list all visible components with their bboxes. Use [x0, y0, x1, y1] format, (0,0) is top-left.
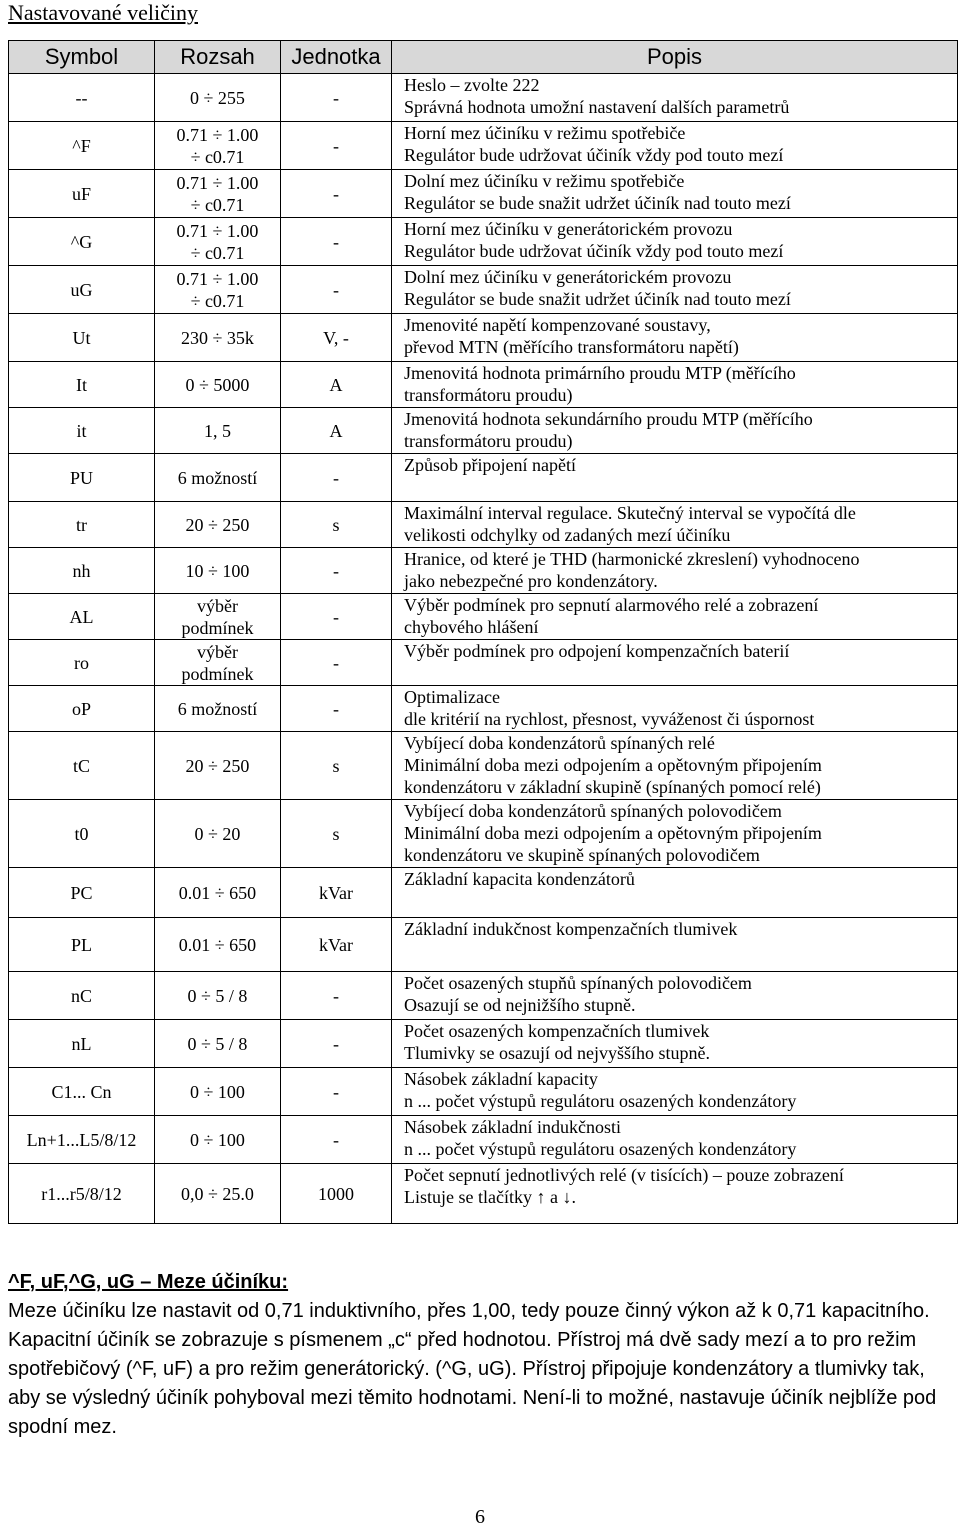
cell-description [392, 122, 958, 170]
cell-unit: - [281, 170, 392, 218]
description-line: Listuje se tlačítky ↑ a ↓. [404, 1187, 576, 1207]
range-line: 0.01 ÷ 650 [178, 882, 257, 903]
description-line: Způsob připojení napětí [404, 455, 576, 475]
range-line: 0 ÷ 100 [190, 1129, 245, 1150]
header-range: Rozsah [155, 41, 281, 74]
range-line: výběr [197, 641, 238, 662]
cell-range [155, 314, 281, 362]
range-line: podmínek [181, 663, 254, 684]
cell-range [155, 1020, 281, 1068]
range-line: 20 ÷ 250 [185, 755, 250, 776]
description-line: n ... počet výstupů regulátoru osazených kondenzátory [404, 1139, 797, 1159]
cell-description [392, 800, 958, 868]
cell-description [392, 594, 958, 640]
table-row [9, 594, 958, 640]
cell-range [155, 868, 281, 918]
section-heading: Nastavované veličiny [8, 0, 198, 25]
description-line: Násobek základní kapacity [404, 1069, 598, 1089]
table-row [9, 640, 958, 686]
cell-unit: - [281, 594, 392, 640]
range-line: 0.01 ÷ 650 [178, 934, 257, 955]
cell-symbol: tr [9, 502, 155, 548]
range-line: 0.71 ÷ 1.00 [176, 172, 259, 193]
cell-unit: - [281, 122, 392, 170]
cell-unit: kVar [281, 868, 392, 918]
cell-symbol: Ut [9, 314, 155, 362]
description-line: Jmenovitá hodnota sekundárního proudu MTP (měřícího [404, 409, 813, 429]
header-description: Popis [392, 41, 958, 74]
range-line: ÷ c0.71 [190, 242, 245, 263]
description-line: Minimální doba mezi odpojením a opětovným připojením [404, 755, 822, 775]
range-line: 0 ÷ 20 [194, 823, 241, 844]
note-title: ^F, uF,^G, uG – Meze účiníku: [8, 1271, 289, 1293]
range-line: 0 ÷ 100 [190, 1081, 245, 1102]
power-factor-limits-note [8, 1268, 948, 1442]
cell-symbol: uF [9, 170, 155, 218]
range-line: 0 ÷ 5000 [185, 374, 250, 395]
cell-symbol: ^F [9, 122, 155, 170]
cell-description [392, 640, 958, 686]
cell-range [155, 972, 281, 1020]
cell-unit: - [281, 454, 392, 502]
cell-unit: s [281, 502, 392, 548]
cell-symbol: C1... Cn [9, 1068, 155, 1116]
cell-range [155, 548, 281, 594]
cell-description [392, 266, 958, 314]
table-row [9, 454, 958, 502]
cell-description [392, 314, 958, 362]
description-line: kondenzátoru v základní skupině (spínaných pomocí relé) [404, 777, 821, 797]
range-line: 0.71 ÷ 1.00 [176, 124, 259, 145]
description-line: Regulátor se bude snažit udržet účiník nad touto mezí [404, 193, 791, 213]
description-line: Dolní mez účiníku v režimu spotřebiče [404, 171, 685, 191]
table-row [9, 918, 958, 972]
cell-unit: - [281, 1116, 392, 1164]
description-line: Násobek základní indukčnosti [404, 1117, 621, 1137]
cell-range [155, 1068, 281, 1116]
cell-range [155, 594, 281, 640]
description-line: transformátoru proudu) [404, 431, 573, 451]
description-line: Regulátor se bude snažit udržet účiník nad touto mezí [404, 289, 791, 309]
cell-description [392, 408, 958, 454]
cell-range [155, 122, 281, 170]
cell-description [392, 454, 958, 502]
description-line: kondenzátoru ve skupině spínaných polovodičem [404, 845, 760, 865]
table-row [9, 686, 958, 732]
table-header-row [9, 41, 958, 74]
range-line: 0.71 ÷ 1.00 [176, 268, 259, 289]
cell-description [392, 686, 958, 732]
description-line: Počet osazených kompenzačních tlumivek [404, 1021, 710, 1041]
description-line: převod MTN (měřícího transformátoru napětí) [404, 337, 739, 357]
cell-range [155, 918, 281, 972]
range-line: 20 ÷ 250 [185, 514, 250, 535]
cell-unit: - [281, 218, 392, 266]
cell-description [392, 502, 958, 548]
description-line: Dolní mez účiníku v generátorickém provozu [404, 267, 732, 287]
cell-unit: - [281, 1020, 392, 1068]
cell-unit: s [281, 800, 392, 868]
cell-description [392, 1116, 958, 1164]
cell-description [392, 218, 958, 266]
description-line: Maximální interval regulace. Skutečný interval se vypočítá dle [404, 503, 856, 523]
description-line: n ... počet výstupů regulátoru osazených kondenzátory [404, 1091, 797, 1111]
range-line: 6 možností [177, 698, 258, 719]
table-row [9, 122, 958, 170]
cell-description [392, 1020, 958, 1068]
cell-range [155, 1164, 281, 1224]
range-line: 6 možností [177, 467, 258, 488]
range-line: ÷ c0.71 [190, 194, 245, 215]
cell-symbol: PL [9, 918, 155, 972]
cell-description [392, 1164, 958, 1224]
description-line: Heslo – zvolte 222 [404, 75, 540, 95]
table-row [9, 972, 958, 1020]
cell-description [392, 1068, 958, 1116]
table-row [9, 74, 958, 122]
cell-symbol: r1...r5/8/12 [9, 1164, 155, 1224]
table-row [9, 1020, 958, 1068]
cell-unit: - [281, 972, 392, 1020]
table-row [9, 170, 958, 218]
table-row [9, 218, 958, 266]
table-row [9, 1116, 958, 1164]
cell-description [392, 868, 958, 918]
description-line: Počet sepnutí jednotlivých relé (v tisících) – pouze zobrazení [404, 1165, 844, 1185]
description-line: Hranice, od které je THD (harmonické zkreslení) vyhodnoceno [404, 549, 860, 569]
range-line: 230 ÷ 35k [181, 327, 254, 348]
header-symbol: Symbol [9, 41, 155, 74]
cell-unit: A [281, 362, 392, 408]
range-line: 1, 5 [204, 420, 231, 441]
table-body [9, 74, 958, 1224]
table-row [9, 1068, 958, 1116]
range-line: podmínek [181, 617, 254, 638]
cell-description [392, 918, 958, 972]
header-unit: Jednotka [281, 41, 392, 74]
cell-symbol: it [9, 408, 155, 454]
description-line: Tlumivky se osazují od nejvyššího stupně. [404, 1043, 710, 1063]
description-line: chybového hlášení [404, 617, 539, 637]
cell-symbol: tC [9, 732, 155, 800]
cell-range [155, 408, 281, 454]
cell-range [155, 1116, 281, 1164]
range-line: 10 ÷ 100 [185, 560, 250, 581]
description-line: velikosti odchylky od zadaných mezí účiníku [404, 525, 731, 545]
cell-description [392, 732, 958, 800]
description-line: Vybíjecí doba kondenzátorů spínaných relé [404, 733, 715, 753]
table-row [9, 800, 958, 868]
description-line: Správná hodnota umožní nastavení dalších parametrů [404, 97, 790, 117]
cell-unit: V, - [281, 314, 392, 362]
parameters-table [8, 40, 958, 1224]
cell-range [155, 266, 281, 314]
description-line: dle kritérií na rychlost, přesnost, vyváženost či úspornost [404, 709, 815, 729]
cell-unit: A [281, 408, 392, 454]
description-line: Regulátor bude udržovat účiník vždy pod touto mezí [404, 145, 784, 165]
cell-symbol: nh [9, 548, 155, 594]
cell-symbol: -- [9, 74, 155, 122]
description-line: Vybíjecí doba kondenzátorů spínaných polovodičem [404, 801, 782, 821]
description-line: jako nebezpečné pro kondenzátory. [404, 571, 658, 591]
cell-range [155, 170, 281, 218]
table-row [9, 548, 958, 594]
cell-unit: kVar [281, 918, 392, 972]
cell-range [155, 454, 281, 502]
cell-description [392, 74, 958, 122]
cell-range [155, 732, 281, 800]
cell-range [155, 686, 281, 732]
cell-range [155, 502, 281, 548]
range-line: 0 ÷ 5 / 8 [187, 1033, 248, 1054]
range-line: ÷ c0.71 [190, 146, 245, 167]
cell-unit: - [281, 266, 392, 314]
description-line: Výběr podmínek pro sepnutí alarmového relé a zobrazení [404, 595, 819, 615]
cell-range [155, 74, 281, 122]
cell-unit: - [281, 74, 392, 122]
cell-symbol: t0 [9, 800, 155, 868]
table-row [9, 502, 958, 548]
range-line: 0,0 ÷ 25.0 [181, 1183, 254, 1204]
description-line: Optimalizace [404, 687, 500, 707]
cell-description [392, 362, 958, 408]
cell-symbol: ^G [9, 218, 155, 266]
cell-symbol: AL [9, 594, 155, 640]
table-row [9, 408, 958, 454]
cell-range [155, 800, 281, 868]
range-line: 0 ÷ 5 / 8 [187, 985, 248, 1006]
description-line: Základní kapacita kondenzátorů [404, 869, 635, 889]
cell-unit: - [281, 1068, 392, 1116]
range-line: výběr [197, 595, 238, 616]
cell-symbol: PU [9, 454, 155, 502]
description-line: Regulátor bude udržovat účiník vždy pod touto mezí [404, 241, 784, 261]
cell-range [155, 640, 281, 686]
cell-unit: - [281, 686, 392, 732]
cell-description [392, 548, 958, 594]
cell-symbol: uG [9, 266, 155, 314]
description-line: Horní mez účiníku v režimu spotřebiče [404, 123, 686, 143]
cell-unit: 1000 [281, 1164, 392, 1224]
description-line: Základní indukčnost kompenzačních tlumivek [404, 919, 738, 939]
description-line: Osazují se od nejnižšího stupně. [404, 995, 636, 1015]
range-line: 0 ÷ 255 [190, 87, 245, 108]
cell-description [392, 170, 958, 218]
table-row [9, 1164, 958, 1224]
cell-description [392, 972, 958, 1020]
description-line: Jmenovité napětí kompenzované soustavy, [404, 315, 711, 335]
note-text: Meze účiníku lze nastavit od 0,71 induktivního, přes 1,00, tedy pouze činný výkon až k 0,71 kapacitního. Kapacitní účiník se zobrazuje s písmenem „c“ před hodnotou. Přístroj má dvě sady mezí a to pro režim spotřebičový (^F, uF) a pro režim generátorický. (^G, uG). Přístroj připojuje kondenzátory a tlumivky tak, aby se výsledný účiník pohyboval mezi těmito hodnotami. Není-li to možné, nastavuje účiník nejblíže pod spodní mez. [8, 1300, 937, 1438]
table-row [9, 314, 958, 362]
cell-symbol: It [9, 362, 155, 408]
description-line: Horní mez účiníku v generátorickém provozu [404, 219, 733, 239]
table-row [9, 266, 958, 314]
cell-unit: - [281, 640, 392, 686]
cell-symbol: Ln+1...L5/8/12 [9, 1116, 155, 1164]
range-line: 0.71 ÷ 1.00 [176, 220, 259, 241]
range-line: ÷ c0.71 [190, 290, 245, 311]
description-line: Minimální doba mezi odpojením a opětovným připojením [404, 823, 822, 843]
table-row [9, 868, 958, 918]
table-row [9, 732, 958, 800]
cell-range [155, 218, 281, 266]
cell-range [155, 362, 281, 408]
cell-unit: s [281, 732, 392, 800]
description-line: Počet osazených stupňů spínaných polovodičem [404, 973, 752, 993]
cell-symbol: PC [9, 868, 155, 918]
description-line: Jmenovitá hodnota primárního proudu MTP (měřícího [404, 363, 796, 383]
cell-unit: - [281, 548, 392, 594]
cell-symbol: nC [9, 972, 155, 1020]
page-number: 6 [475, 1506, 485, 1528]
cell-symbol: ro [9, 640, 155, 686]
description-line: Výběr podmínek pro odpojení kompenzačních baterií [404, 641, 790, 661]
table-row [9, 362, 958, 408]
cell-symbol: oP [9, 686, 155, 732]
description-line: transformátoru proudu) [404, 385, 573, 405]
cell-symbol: nL [9, 1020, 155, 1068]
